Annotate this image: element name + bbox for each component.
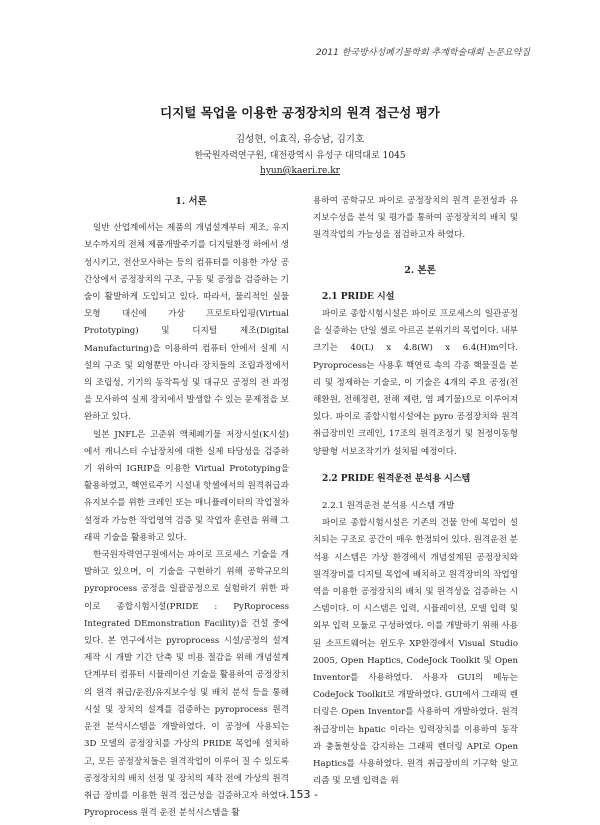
left-column	[84, 193, 289, 822]
conference-header: 2011 한국방사성폐기물학회 추계학술대회 논문요약집	[315, 48, 530, 58]
right-column	[313, 193, 518, 791]
intro-paragraph-2: 일본 JNFL은 고준위 액체폐기물 저장시설(K시설)에서 캐니스터 수납장치에 대한 실제 타당성을 검증하기 위하여 IGRIP을 이용한 Virtual Prototyping을 활용하였고, 핵연료주기 시설내 핫셀에서의 원격취급과 유지보수를 위한 크레인 또는 매니퓰레이터의 작업절차 설정과 가능한 작업영역 검증 및 작업자 훈련을 위해 그래픽 기술을 활용하고 있다.	[84, 429, 289, 543]
pride-paragraph: 파이로 종합시험시설은 파이로 프로세스의 일관공정을 실증하는 단일 셀로 아르곤 분위기의 목업이다. 내부크기는 40(L) x 4.8(W) x 6.4(H)m이다. Pyroprocess는 사용후 핵연료 속의 각종 핵물질을 분리 및 정제하는 기술로, 이 기술은 4개의 주요 공정(전해환원, 전해정련, 전해 제련, 염 폐기물)으로 이루어져 있다. 파이로 종합시험시설에는 pyro 공정장치와 원격 취급장비인 크레인, 17조의 원격조정기 및 천정이동형 양팔형 서보조작기가 설치될 예정이다.	[313, 309, 518, 457]
page-number: - 153 -	[282, 788, 318, 801]
intro-paragraph-continued: 용하여 공학규모 파이로 공정장치의 원격 운전성과 유지보수성을 분석 및 평가를 통하여 공정장치의 배치 및 원격작업의 가능성을 점검하고자 하였다.	[313, 196, 518, 241]
email-link[interactable]: hyun@kaeri.re.kr	[260, 166, 340, 176]
subsubsection-heading-development: 2.2.1 원격운전 분석용 시스템 개발	[322, 501, 455, 512]
section-heading-introduction: 1. 서론	[175, 196, 207, 207]
subsection-heading-analysis-system: 2.2 PRIDE 원격운전 분석용 시스템	[322, 473, 471, 484]
paper-title: 디지털 목업을 이용한 공정장치의 원격 접근성 평가	[160, 105, 440, 120]
paper-email	[0, 166, 600, 176]
section-heading-main: 2. 본론	[404, 264, 436, 276]
paper-affiliation: 한국원자력연구원, 대전광역시 유성구 대덕대로 1045	[194, 151, 406, 161]
development-paragraph: 파이로 종합시험시설은 기존의 건물 안에 목업이 설치되는 구조로 공간이 매우 한정되어 있다. 원격운전 분석용 시스템은 가상 환경에서 개념설계된 공정장치와 원격장비를 디지털 목업에 배치하고 원격장비의 작업영역을 이용한 공정장치의 배치 및 원격성을 검증하는 시스템이다. 이 시스템은 입력, 시뮬레이션, 모델 입력 및 외부 입력 모듈로 구성하였다. 이를 개발하기 위해 사용된 소프트웨어는 윈도우 XP환경에서 Visual Studio 2005, Open Haptics, CodeJock Toolkit 및 Open Inventor를 사용하였다. 사용자 GUI의 메뉴는 CodeJock Toolkit로 개발하였다. GUI에서 그래픽 렌더링은 Open Inventor를 사용하여 개발하였다. 원격 취급장비는 hpatic 이라는 입력장치를 이용하여 동작과 충돌현상을 감지하는 그래픽 렌더링 API로 Open Haptics를 사용하였다. 원격 취급장비의 기구학 알고리즘 및 모델 입력을 위	[313, 518, 518, 787]
intro-paragraph-1: 일반 산업계에서는 제품의 개념설계부터 제조, 유지보수까지의 전체 제품개발주기를 디지털환경 하에서 생성시키고, 전산모사하는 등의 컴퓨터를 이용한 가상 공간상에서 공정장치의 구조, 구동 및 공정을 검증하는 기술이 활발하게 도입되고 있다. 따라서, 물리적인 실물 모형 대신에 가상 프로토타입핑(Virtual Prototyping) 및 디지털 제조(Digital Manufacturing)을 이용하여 컴퓨터 안에서 실제 시설의 구조 및 외형뿐만 아니라 장치들의 조립과정에서의 조립성, 기기의 동작특성 및 대규모 공정의 전 과정을 모사하여 실제 장치에서 발생할 수 있는 문제점을 보완하고 있다.	[84, 223, 289, 423]
subsection-heading-pride: 2.1 PRIDE 시설	[322, 291, 395, 302]
intro-paragraph-3: 한국원자력연구원에서는 파이로 프로세스 기술을 개발하고 있으며, 이 기술을 구현하기 위해 공학규모의 pyroprocess 공정을 일괄공정으로 실험하기 위한 파이로 종합시험시설(PRIDE : PyRoprocess Integrated DEmonstration Facility)을 건설 중에 있다. 본 연구에서는 pyroprocess 시설/공정의 설계 제작 시 개발 기간 단축 및 비용 절감을 위해 개념설계 단계부터 컴퓨터 시뮬레이션 기술을 활용하여 공정장치의 원격 취급/운전/유지보수성 및 배치 분석 등을 통해 시설 및 장치의 설계를 검증하는 pyroprocess 원격 운전 분석시스템을 개발하였다. 이 공정에 사용되는 3D 모델의 공정장치를 가상의 PRIDE 목업에 설치하고, 모든 공정장치들은 원격작업이 이루어 질 수 있도록 공정장치의 배치 선정 및 장치의 제작 전에 가상의 원격취급 장비를 이용한 원격 접근성을 검증하고자 하였다. Pyroprocess 원격 운전 분석시스템을 활	[84, 550, 289, 819]
paper-authors: 김성현, 이효직, 유승남, 김기호	[235, 134, 365, 145]
